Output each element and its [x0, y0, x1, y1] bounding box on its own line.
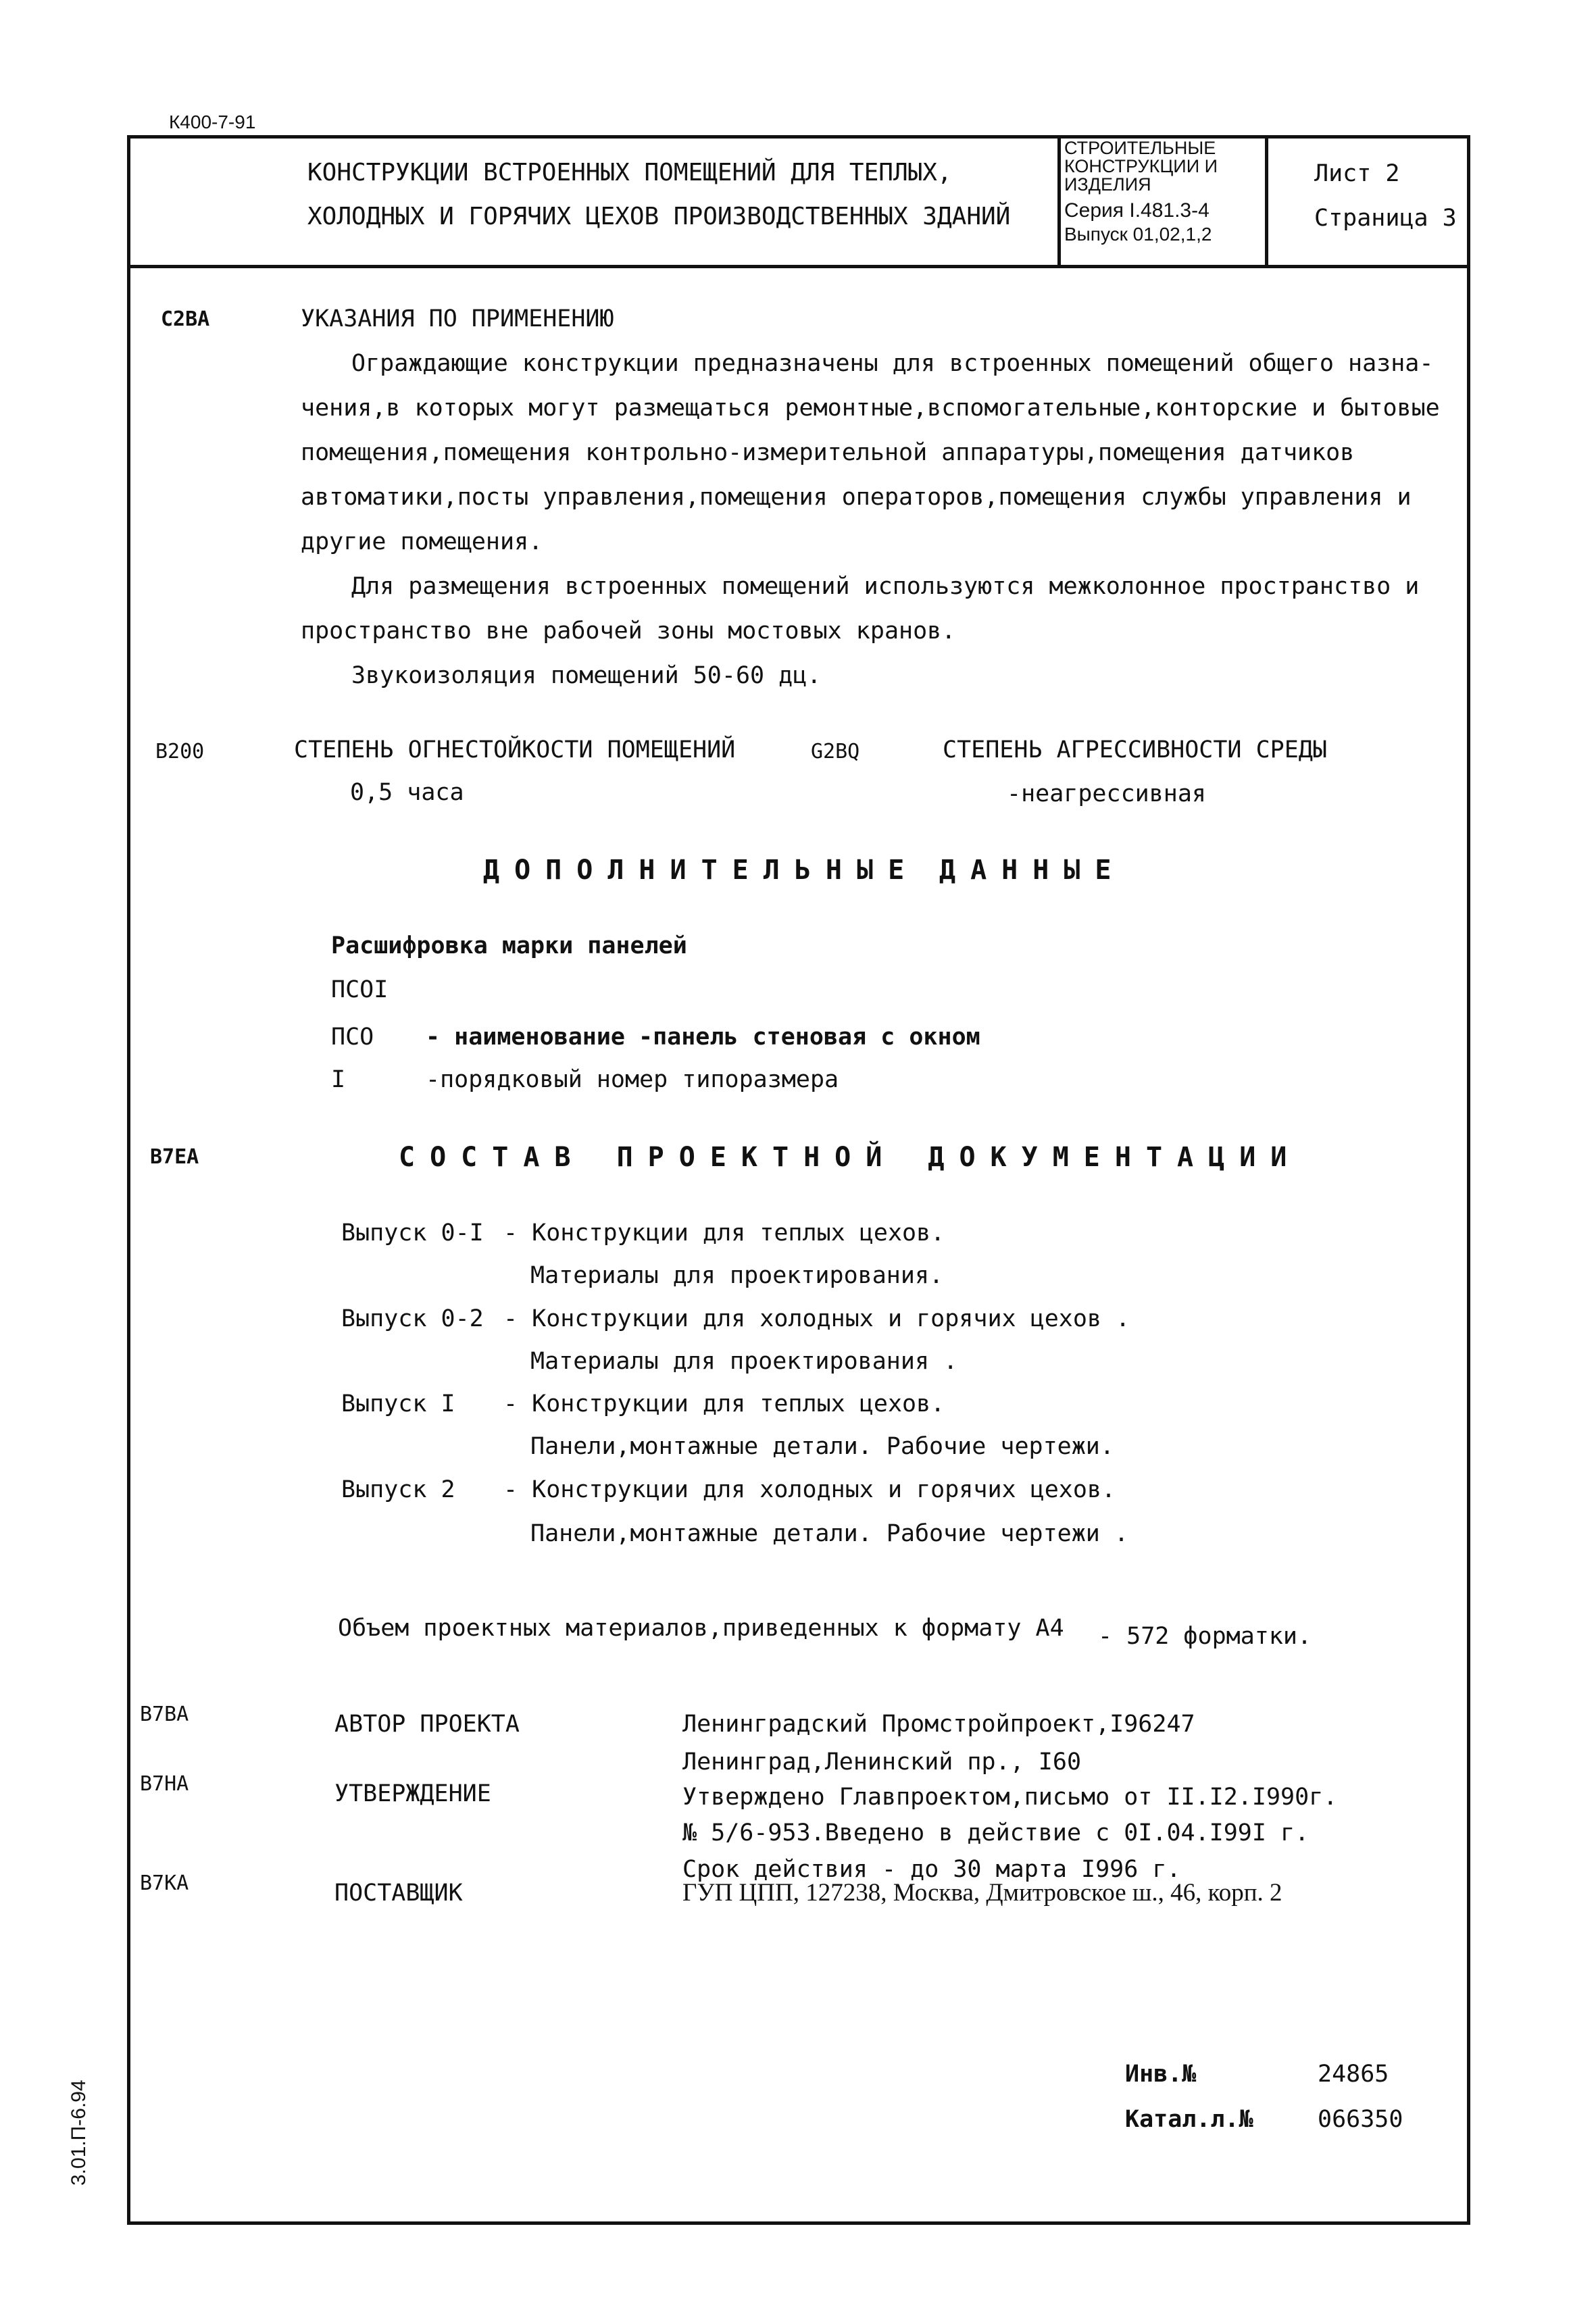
usage-line-5: другие помещения. [301, 528, 543, 555]
author-line2: Ленинград,Ленинский пр., I60 [682, 1749, 1082, 1776]
usage-line-7: пространство вне рабочей зоны мостовых кранов. [301, 618, 956, 645]
usage-line-8: Звукоизоляция помещений 50-60 дц. [351, 662, 822, 689]
header-category-line2: КОНСТРУКЦИИ И [1064, 156, 1218, 176]
comp-item-4-line2: Панели,монтажные детали. Рабочие чертежи . [530, 1520, 1129, 1547]
supplier-label: ПОСТАВЩИК [334, 1880, 463, 1907]
decode-row1-code: ПСО [331, 1024, 374, 1051]
approval-line1: Утверждено Главпроектом,письмо от II.I2.I990г. [682, 1784, 1338, 1811]
usage-line-3: помещения,помещения контрольно-измерительной аппаратуры,помещения датчиков [301, 439, 1355, 466]
author-line1: Ленинградский Промстройпроект,I96247 [682, 1711, 1195, 1738]
extra-heading-right: ДАННЫЕ [939, 855, 1126, 886]
header-col-divider-2 [1265, 135, 1268, 265]
supplier-value: ГУП ЦПП, 127238, Москва, Дмитровское ш., 46, корп. 2 [682, 1879, 1282, 1907]
header-col-divider-1 [1057, 135, 1061, 265]
comp-item-2-line1: - Конструкции для холодных и горячих цехов . [503, 1305, 1130, 1332]
header-series: Серия I.481.3-4 [1064, 199, 1210, 222]
volume-label: Объем проектных материалов,приведенных к формату А4 [338, 1615, 1064, 1642]
approval-label: УТВЕРЖДЕНИЕ [334, 1780, 491, 1807]
composition-code: В7ЕА [150, 1145, 199, 1169]
header-page: Страница 3 [1314, 205, 1457, 232]
comp-item-2-line2: Материалы для проектирования . [530, 1348, 958, 1375]
inv-label: Инв.№ [1125, 2061, 1197, 2088]
volume-value: - 572 форматки. [1098, 1623, 1312, 1650]
comp-item-3-line2: Панели,монтажные детали. Рабочие чертежи. [530, 1433, 1114, 1460]
comp-item-4-issue: Выпуск 2 [341, 1476, 455, 1503]
approval-line2: № 5/6-953.Введено в действие с 0I.04.I99I г. [682, 1819, 1310, 1846]
catalog-value: 066350 [1318, 2106, 1403, 2133]
header-category-line3: ИЗДЕЛИЯ [1064, 174, 1151, 195]
header-title-line1: КОНСТРУКЦИИ ВСТРОЕННЫХ ПОМЕЩЕНИЙ ДЛЯ ТЕПЛЫХ, [307, 159, 952, 186]
aggr-value: -неагрессивная [1007, 780, 1207, 807]
fire-code: В200 [155, 740, 205, 763]
comp-item-2-issue: Выпуск 0-2 [341, 1305, 484, 1332]
header-title-line2: ХОЛОДНЫХ И ГОРЯЧИХ ЦЕХОВ ПРОИЗВОДСТВЕННЫХ ЗДАНИЙ [307, 203, 1011, 230]
header-sheet: Лист 2 [1314, 160, 1400, 187]
comp-item-1-issue: Выпуск 0-I [341, 1219, 484, 1247]
fire-heading: СТЕПЕНЬ ОГНЕСТОЙКОСТИ ПОМЕЩЕНИЙ [294, 736, 736, 763]
approval-line3: Срок действия - до 30 марта I996 г. [682, 1856, 1181, 1883]
comp-item-1-line2: Материалы для проектирования. [530, 1262, 944, 1289]
comp-item-3-issue: Выпуск I [341, 1390, 455, 1417]
comp-item-1-line1: - Конструкции для теплых цехов. [503, 1219, 945, 1247]
extra-heading-left: ДОПОЛНИТЕЛЬНЫЕ [483, 855, 920, 886]
side-stamp: 3.01.П-6.94 [68, 2080, 90, 2186]
author-code: В7ВА [140, 1703, 189, 1726]
approval-code: В7НА [140, 1772, 189, 1796]
comp-item-4-line1: - Конструкции для холодных и горячих цехов. [503, 1476, 1116, 1503]
usage-line-6: Для размещения встроенных помещений используются межколонное пространство и [351, 573, 1420, 600]
header-category-line1: СТРОИТЕЛЬНЫЕ [1064, 138, 1216, 158]
document-code: К400-7-91 [169, 111, 256, 132]
comp-item-3-line1: - Конструкции для теплых цехов. [503, 1390, 945, 1417]
decode-row2-code: I [331, 1066, 346, 1093]
decode-row2-value: -порядковый номер типоразмера [426, 1066, 839, 1093]
usage-line-2: чения,в которых могут размещаться ремонтные,вспомогательные,конторские и бытовые [301, 395, 1440, 422]
inv-value: 24865 [1318, 2061, 1389, 2088]
author-label: АВТОР ПРОЕКТА [334, 1711, 520, 1738]
usage-line-4: автоматики,посты управления,помещения операторов,помещения службы управления и [301, 484, 1412, 511]
header-divider [127, 265, 1470, 268]
catalog-label: Катал.л.№ [1125, 2106, 1253, 2133]
decode-row1-label: - наименование [426, 1024, 626, 1051]
usage-code: С2ВА [161, 307, 210, 331]
composition-heading: СОСТАВ ПРОЕКТНОЙ ДОКУМЕНТАЦИИ [399, 1142, 1302, 1173]
supplier-code: В7КА [140, 1871, 189, 1895]
aggr-code: G2BQ [811, 740, 860, 763]
decode-title: Расшифровка марки панелей [331, 932, 687, 959]
usage-line-1: Ограждающие конструкции предназначены для встроенных помещений общего назна- [351, 350, 1434, 377]
decode-row1-value: -панель стеновая с окном [639, 1024, 980, 1051]
aggr-heading: СТЕПЕНЬ АГРЕССИВНОСТИ СРЕДЫ [943, 736, 1327, 763]
usage-heading: УКАЗАНИЯ ПО ПРИМЕНЕНИЮ [301, 305, 614, 332]
fire-value: 0,5 часа [350, 779, 464, 806]
header-issue: Выпуск 01,02,1,2 [1064, 224, 1212, 245]
panel-mark: ПСОI [331, 976, 389, 1003]
